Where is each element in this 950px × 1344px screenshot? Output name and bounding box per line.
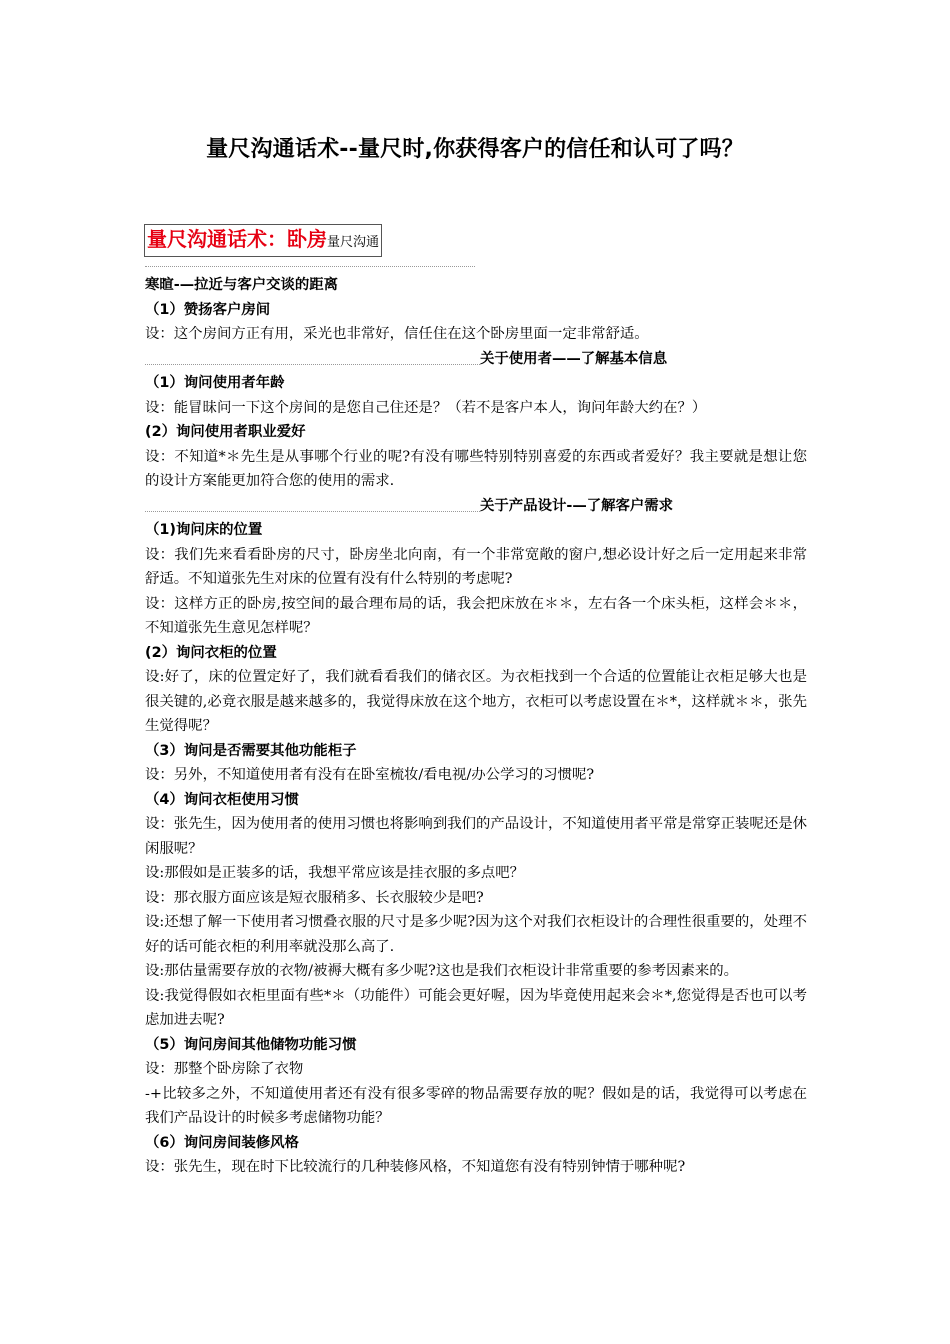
dialogue-paragraph: 设：那衣服方面应该是短衣服稍多、长衣服较少是吧? [145, 889, 484, 906]
subsection-title: 关于产品设计-—了解客户需求 [480, 497, 674, 514]
dialogue-paragraph: 设：我们先来看看卧房的尺寸，卧房坐北向南，有一个非常宽敞的窗户,想必设计好之后一定用起来非常舒适。不知道张先生对床的位置有没有什么特别的考虑呢? [145, 546, 807, 587]
dialogue-paragraph: 设：不知道*＊先生是从事哪个行业的呢?有没有哪些特别特别喜爱的东西或者爱好？我主要就是想让您的设计方案能更加符合您的使用的需求. [145, 448, 807, 489]
dialogue-paragraph: 设：另外，不知道使用者有没有在卧室梳妆/看电视/办公学习的习惯呢? [145, 767, 595, 783]
question-heading: （1）询问使用者年龄 [145, 375, 285, 391]
subsection-divider [145, 347, 807, 372]
dialogue-paragraph: 设：能冒昧问一下这个房间的是您自己住还是？（若不是客户本人，询问年龄大约在？） [145, 399, 707, 416]
dotted-line [145, 364, 480, 365]
dialogue-paragraph: 设：这个房间方正有用，采光也非常好，信任住在这个卧房里面一定非常舒适。 [145, 326, 649, 342]
dialogue-paragraph: 设:那估量需要存放的衣物/被褥大概有多少呢?这也是我们衣柜设计非常重要的参考因素来的。 [145, 963, 739, 979]
question-heading: （1)询问床的位置 [145, 522, 263, 538]
section-heading: 量尺沟通话术：卧房 [147, 227, 327, 251]
question-heading: （6）询问房间装修风格 [145, 1134, 299, 1151]
subsection-divider [145, 494, 807, 519]
subsection-title: 关于使用者——了解基本信息 [480, 350, 668, 367]
dialogue-paragraph: 设：那整个卧房除了衣物 [145, 1061, 304, 1077]
dialogue-paragraph: 设:那假如是正装多的话，我想平常应该是挂衣服的多点吧？ [145, 865, 525, 881]
question-heading: （3）询问是否需要其他功能柜子 [145, 742, 357, 759]
dialogue-paragraph: 设:我觉得假如衣柜里面有些*＊（功能件）可能会更好喔，因为毕竟使用起来会＊*,您觉得是否也可以考虑加进去呢? [145, 987, 807, 1028]
question-heading: (2）询问衣柜的位置 [145, 644, 277, 661]
dotted-divider [145, 266, 475, 267]
dialogue-paragraph: 设:好了，床的位置定好了，我们就看看我们的储衣区。为衣柜找到一个合适的位置能让衣柜足够大也是很关键的,必竟衣服是越来越多的，我觉得床放在这个地方，衣柜可以考虑设置在＊*，这样就＊＊，张先生觉得呢？ [145, 669, 807, 734]
dialogue-paragraph: 设：张先生，因为使用者的使用习惯也将影响到我们的产品设计，不知道使用者平常是常穿正装呢还是休闲服呢？ [145, 816, 807, 857]
question-heading: （1）赞扬客户房间 [145, 301, 271, 318]
question-heading: （5）询问房间其他储物功能习惯 [145, 1036, 357, 1053]
dotted-line [145, 511, 480, 512]
page-title: 量尺沟通话术--量尺时,你获得客户的信任和认可了吗？ [206, 137, 744, 162]
question-heading: （4）询问衣柜使用习惯 [145, 791, 299, 808]
question-heading: (2）询问使用者职业爱好 [145, 424, 306, 440]
section-subheading: 量尺沟通 [327, 235, 380, 250]
dialogue-paragraph: 设：张先生，现在时下比较流行的几种装修风格，不知道您有没有特别钟情于哪种呢? [145, 1159, 686, 1175]
document-body [145, 273, 807, 1180]
dialogue-paragraph: 设:还想了解一下使用者习惯叠衣服的尺寸是多少呢?因为这个对我们衣柜设计的合理性很重要的，处理不好的话可能衣柜的利用率就没那么高了. [145, 914, 807, 955]
section-heading-box [144, 224, 382, 257]
question-heading: 寒暄-—拉近与客户交谈的距离 [145, 277, 339, 293]
dialogue-paragraph: -+比较多之外，不知道使用者还有没有很多零碎的物品需要存放的呢？假如是的话，我觉得可以考虑在我们产品设计的时候多考虑储物功能？ [145, 1085, 807, 1126]
dialogue-paragraph: 设：这样方正的卧房,按空间的最合理布局的话，我会把床放在＊＊，左右各一个床头柜，这样会＊＊，不知道张先生意见怎样呢？ [145, 595, 807, 636]
